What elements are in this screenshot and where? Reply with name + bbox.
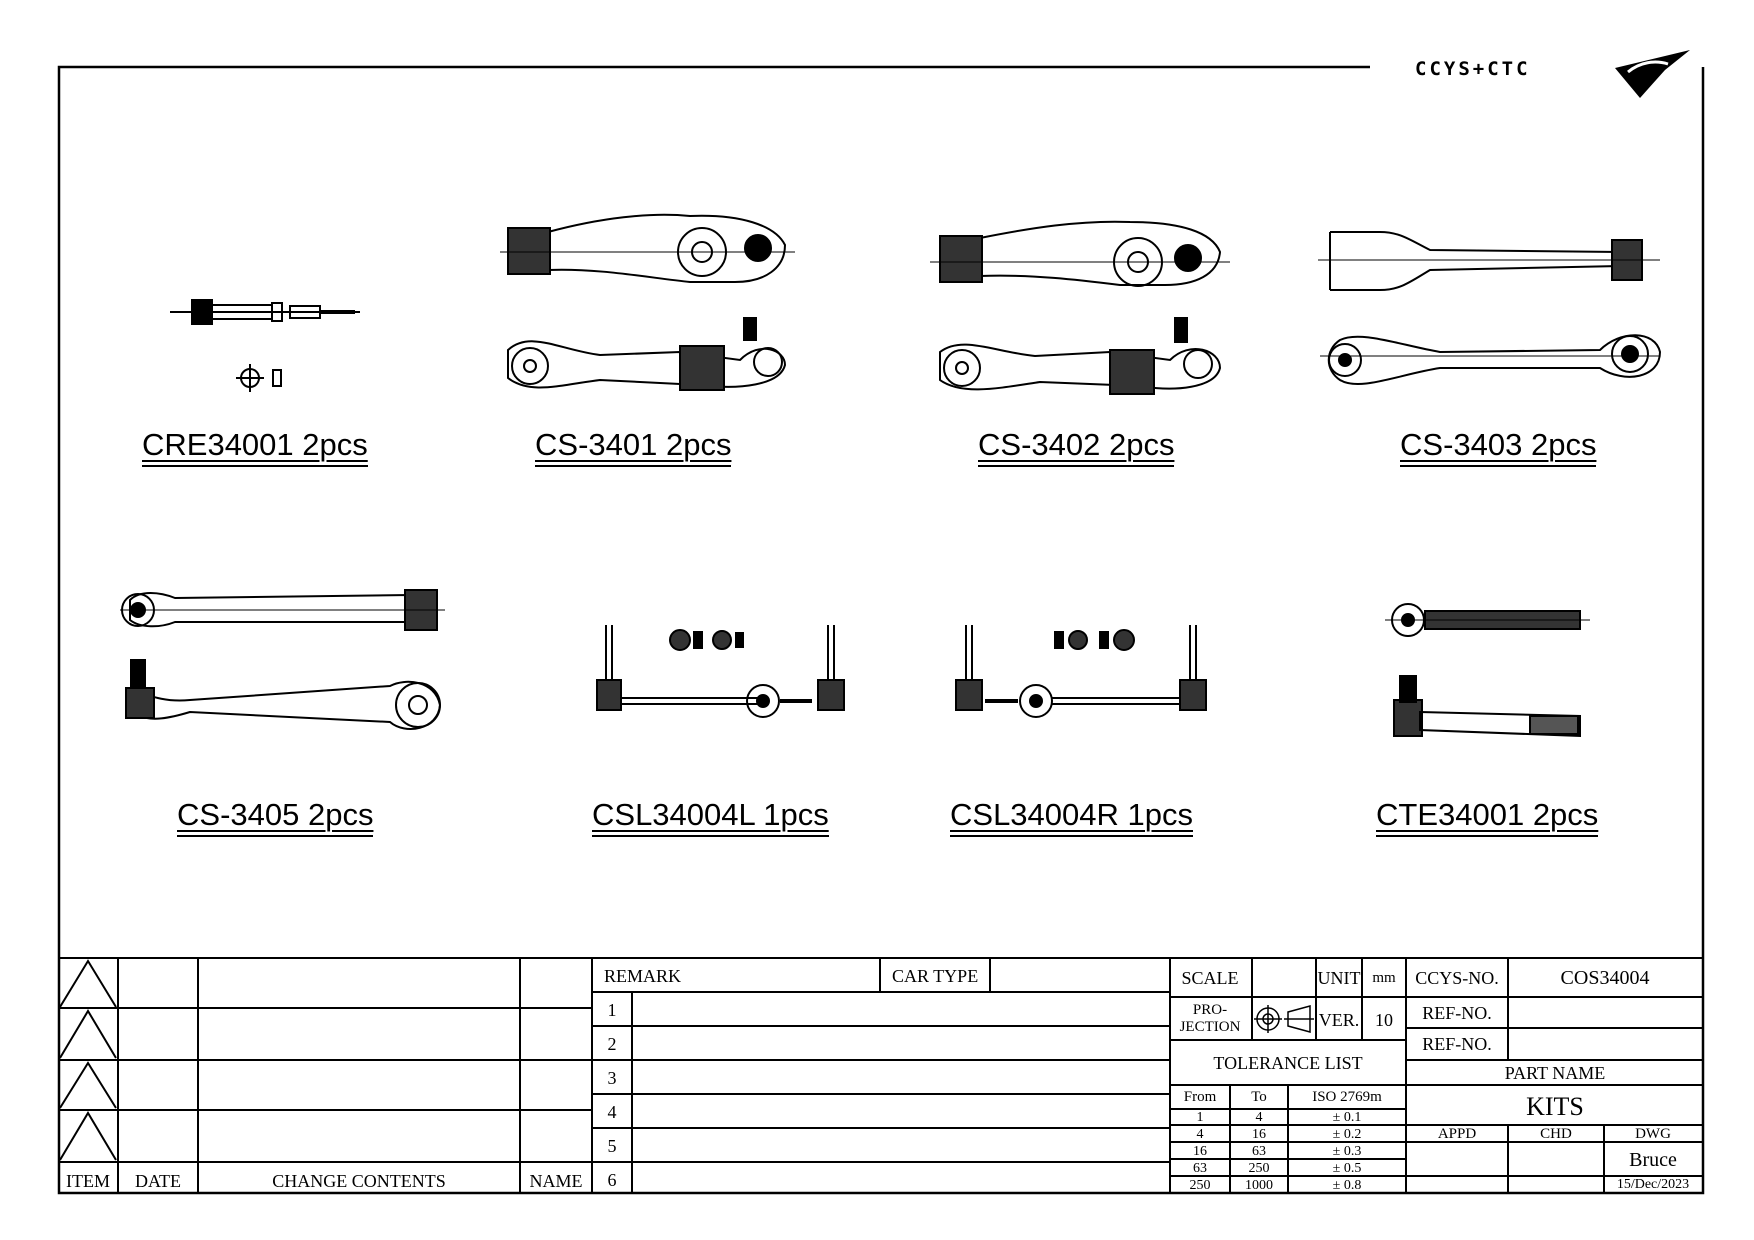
part-name-value: KITS bbox=[1526, 1092, 1584, 1121]
tolerance-value: ± 0.8 bbox=[1332, 1178, 1362, 1193]
ccys-no-value: COS34004 bbox=[1560, 967, 1650, 989]
remark-row-number: 6 bbox=[607, 1170, 617, 1190]
tolerance-value: ± 0.3 bbox=[1332, 1144, 1362, 1159]
rev-header-item: ITEM bbox=[66, 1171, 110, 1191]
part-label-csl34004r: CSL34004R 1pcs bbox=[950, 798, 1193, 837]
dwg-label: DWG bbox=[1635, 1126, 1671, 1142]
part-label-csl34004l: CSL34004L 1pcs bbox=[592, 798, 829, 837]
ver-label: VER. bbox=[1318, 1010, 1360, 1030]
remark-row-number: 1 bbox=[607, 1000, 617, 1020]
rev-header-name: NAME bbox=[529, 1171, 583, 1191]
part-label-cs3402: CS-3402 2pcs bbox=[978, 428, 1174, 467]
brand-logo: CCYS+CTC bbox=[1415, 58, 1531, 80]
part-label-cs3405: CS-3405 2pcs bbox=[177, 798, 373, 837]
tolerance-to: 250 bbox=[1248, 1161, 1270, 1176]
tolerance-from: 63 bbox=[1193, 1161, 1207, 1176]
projection-symbol-icon bbox=[1254, 1005, 1314, 1033]
part-drawing-cte34001 bbox=[1385, 604, 1590, 736]
brand-logo-mark bbox=[1615, 50, 1690, 98]
scale-label: SCALE bbox=[1181, 968, 1239, 988]
tolerance-to: 4 bbox=[1255, 1110, 1263, 1125]
car-type-label: CAR TYPE bbox=[892, 966, 979, 986]
title-block-grid bbox=[59, 958, 1703, 1193]
remark-row-number: 4 bbox=[607, 1102, 617, 1122]
ver-value: 10 bbox=[1375, 1010, 1393, 1030]
part-drawing-csl34004l bbox=[597, 625, 844, 717]
part-name-label: PART NAME bbox=[1504, 1063, 1606, 1083]
part-label-cte34001: CTE34001 2pcs bbox=[1376, 798, 1598, 837]
tolerance-from: 250 bbox=[1189, 1178, 1211, 1193]
part-drawing-cs3401 bbox=[500, 215, 795, 390]
tolerance-from: 16 bbox=[1193, 1144, 1207, 1159]
tolerance-to: 16 bbox=[1252, 1127, 1266, 1142]
part-drawing-cs3402 bbox=[930, 222, 1230, 394]
rev-header-change-contents: CHANGE CONTENTS bbox=[272, 1171, 446, 1191]
tolerance-from: 4 bbox=[1196, 1127, 1204, 1142]
part-label-cs3403: CS-3403 2pcs bbox=[1400, 428, 1596, 467]
tolerance-value: ± 0.2 bbox=[1332, 1127, 1362, 1142]
remark-row-number: 3 bbox=[607, 1068, 617, 1088]
part-label-cre34001: CRE34001 2pcs bbox=[142, 428, 368, 467]
part-drawing-cs3405 bbox=[120, 590, 445, 729]
rev-header-date: DATE bbox=[135, 1171, 181, 1191]
tolerance-header-iso: ISO 2769m bbox=[1312, 1089, 1382, 1105]
part-drawing-csl34004r bbox=[956, 625, 1206, 717]
tolerance-value: ± 0.5 bbox=[1332, 1161, 1362, 1176]
tolerance-title: TOLERANCE LIST bbox=[1213, 1053, 1363, 1073]
part-drawing-cs3403 bbox=[1318, 232, 1660, 384]
remark-label: REMARK bbox=[604, 966, 682, 986]
dwg-value: Bruce bbox=[1629, 1149, 1677, 1171]
unit-value: mm bbox=[1372, 970, 1396, 986]
tolerance-to: 63 bbox=[1252, 1144, 1266, 1159]
tolerance-value: ± 0.1 bbox=[1332, 1110, 1362, 1125]
remark-row-number: 2 bbox=[607, 1034, 617, 1054]
projection-label-line2: JECTION bbox=[1179, 1019, 1241, 1035]
appd-label: APPD bbox=[1437, 1126, 1477, 1142]
ref-no-label: REF-NO. bbox=[1422, 1003, 1492, 1023]
unit-label: UNIT bbox=[1317, 968, 1361, 988]
tolerance-from: 1 bbox=[1196, 1110, 1204, 1125]
projection-label-line1: PRO- bbox=[1192, 1002, 1228, 1018]
ccys-no-label: CCYS-NO. bbox=[1415, 968, 1499, 988]
drawing-date: 15/Dec/2023 bbox=[1616, 1177, 1690, 1192]
tolerance-header-from: From bbox=[1183, 1089, 1217, 1105]
remark-row-number: 5 bbox=[607, 1136, 617, 1156]
part-drawing-cre34001 bbox=[170, 300, 360, 392]
ref-no-label: REF-NO. bbox=[1422, 1034, 1492, 1054]
tolerance-header-to: To bbox=[1251, 1089, 1267, 1105]
part-label-cs3401: CS-3401 2pcs bbox=[535, 428, 731, 467]
tolerance-to: 1000 bbox=[1245, 1178, 1273, 1193]
chd-label: CHD bbox=[1540, 1126, 1572, 1142]
